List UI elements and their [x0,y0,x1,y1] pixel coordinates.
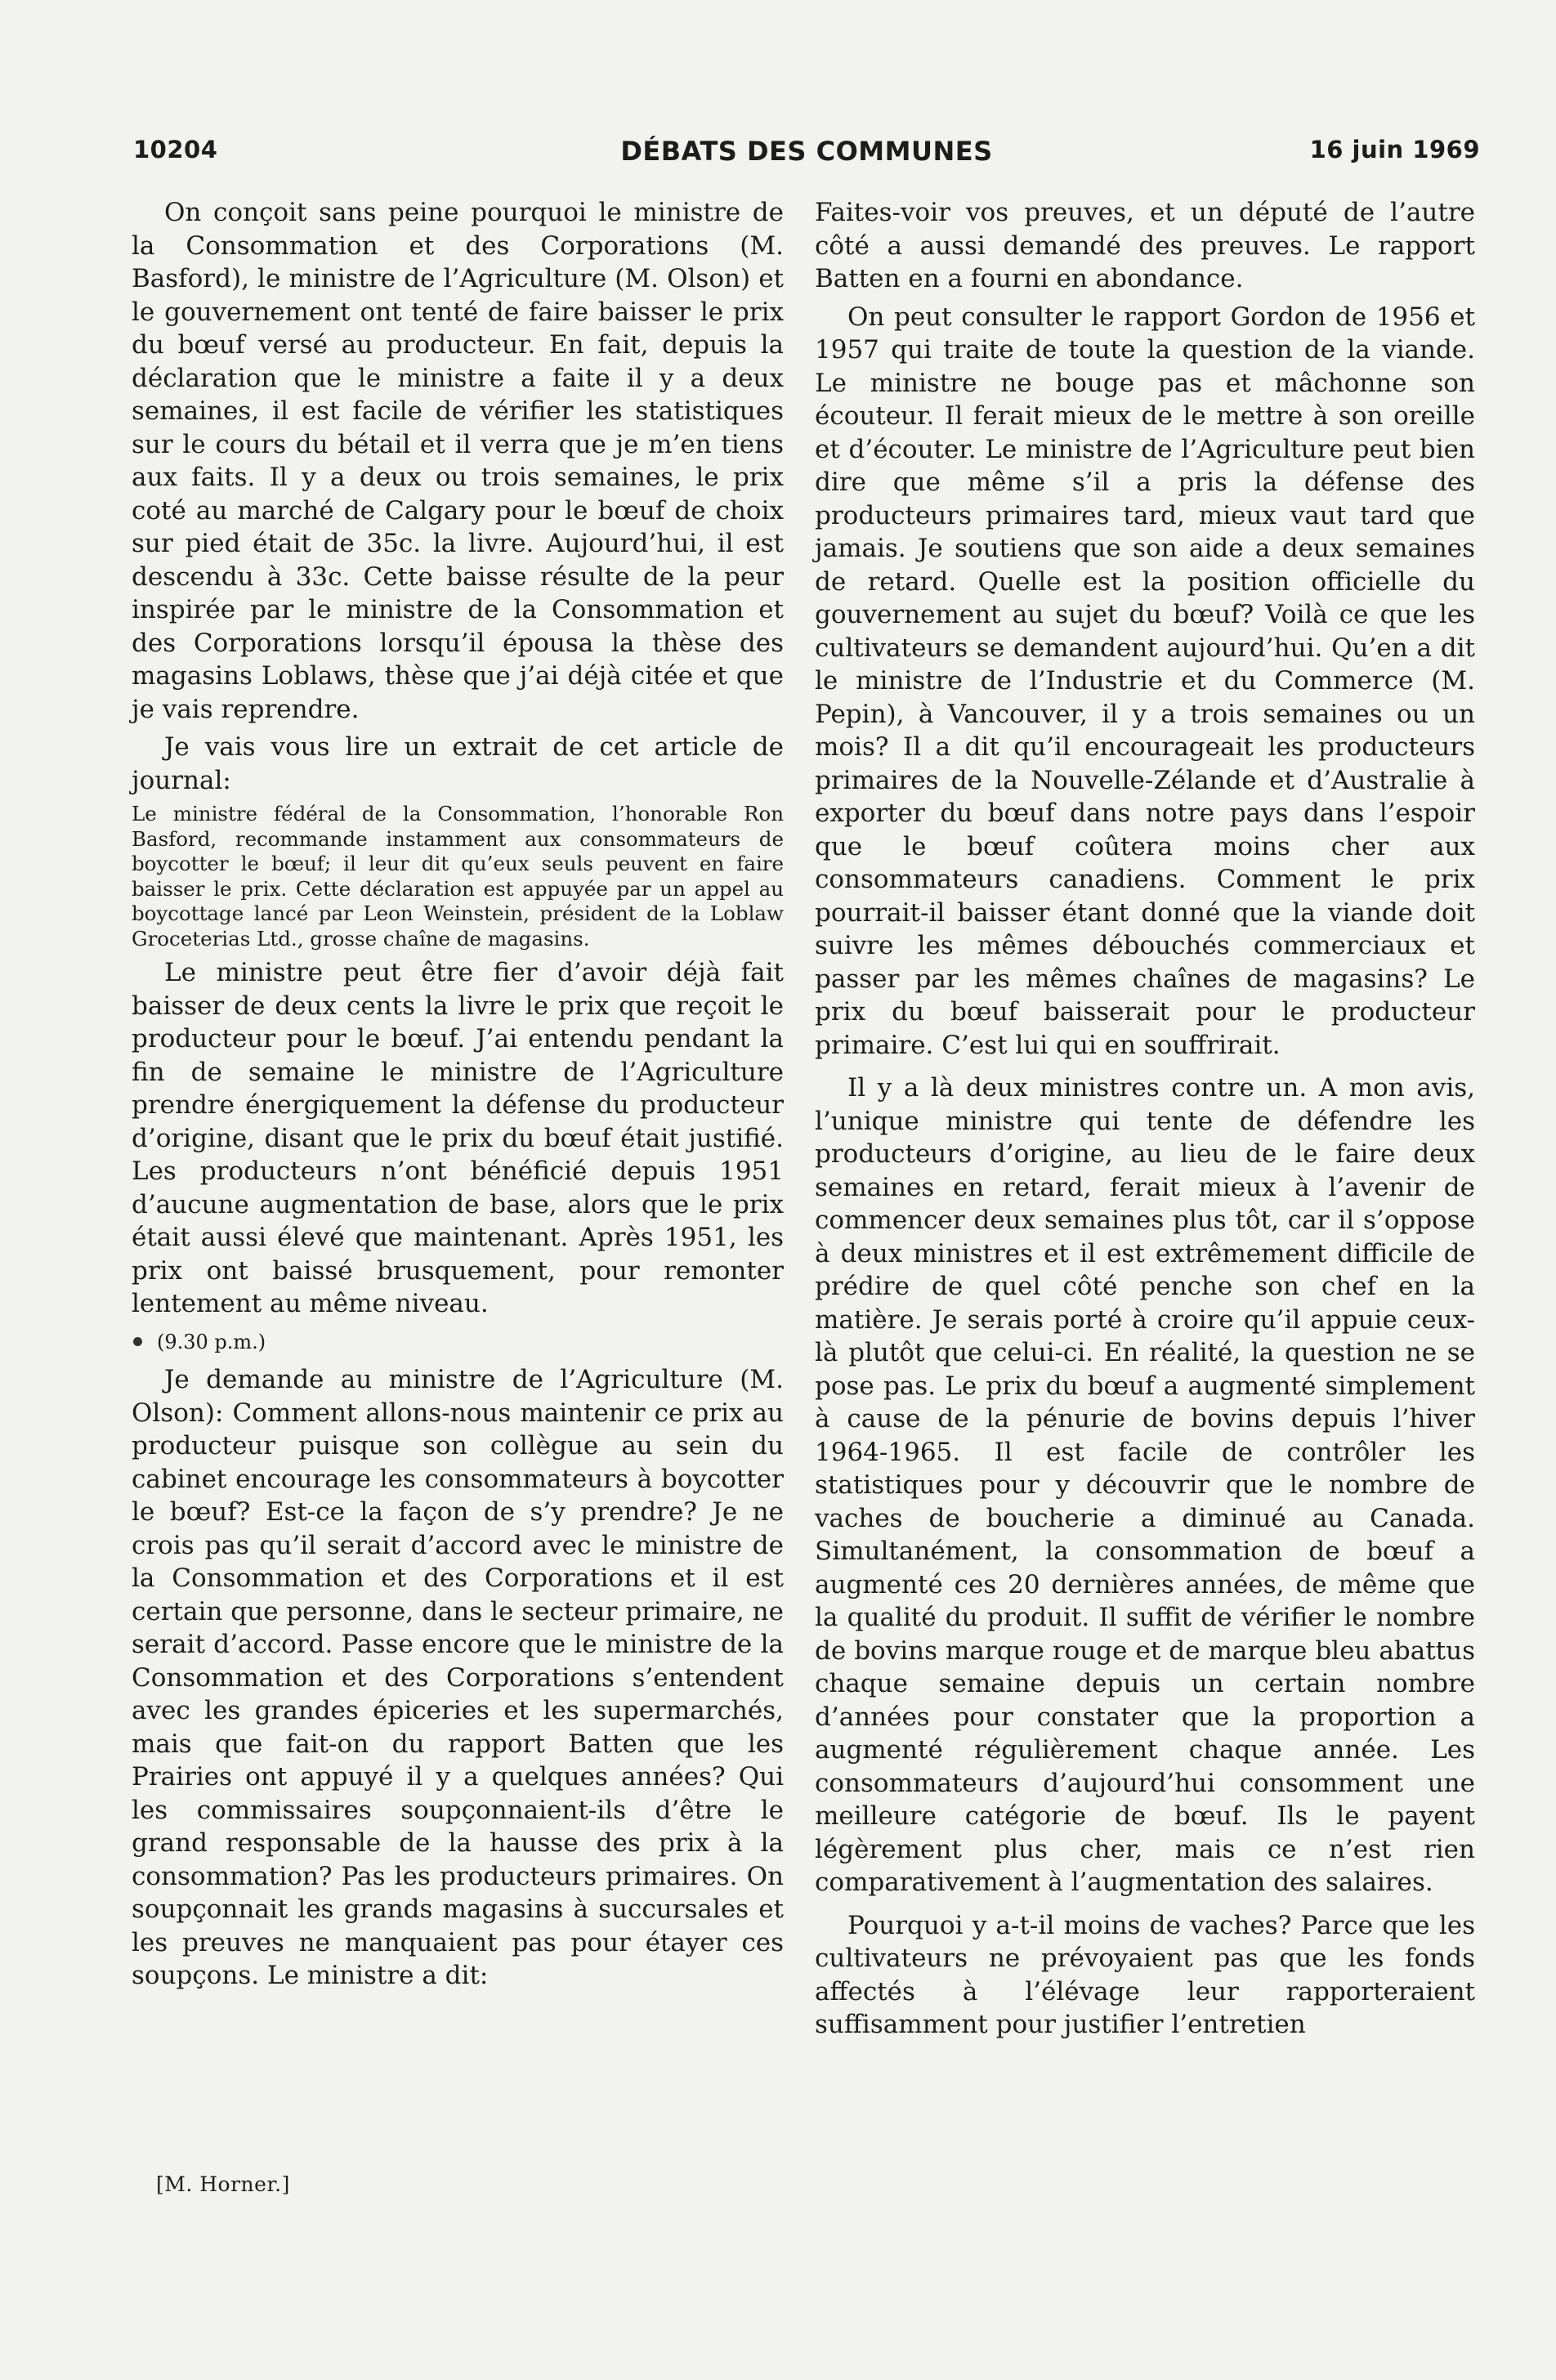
right-column [815,196,1475,2047]
publication-title: DÉBATS DES COMMUNES [620,136,993,167]
paragraph: Pourquoi y a-t-il moins de vaches? Parce que les cultivateurs ne prévoyaient pas que les fonds affectés à l’élévage leur rapporteraient suffisamment pour justifier l’entretien [815,1910,1475,2039]
time-marker-text: (9.30 p.m.) [157,1330,266,1353]
speaker-attribution: [M. Horner.] [156,2172,290,2196]
paragraph: Je demande au ministre de l’Agriculture (M. Olson): Comment allons-nous maintenir ce prix au producteur puisque son collègue au sein du cabinet encourage les consommateurs à boycotter le bœuf? Est-ce la façon de s’y prendre? Je ne crois pas qu’il serait d’accord avec le ministre de la Consommation et des Corporations et il est certain que personne, dans le secteur primaire, ne serait d’accord. Passe encore que le ministre de la Consommation et des Corporations s’entendent avec les grandes épiceries et les supermarchés, mais que fait-on du rapport Batten que les Prairies ont appuyé il y a quelques années? Qui les commissaires soupçonnaient-ils d’être le grand responsable de la hausse des prix à la consommation? Pas les producteurs primaires. On soupçonnait les grands magasins à succursales et les preuves ne manquaient pas pour étayer ces soupçons. Le ministre a dit: [132,1365,784,1990]
paragraph: Le ministre peut être fier d’avoir déjà fait baisser de deux cents la livre le prix que reçoit le producteur pour le bœuf. J’ai entendu pendant la fin de semaine le ministre de l’Agriculture prendre énergiquement la défense du producteur d’origine, disant que le prix du bœuf était justifié. Les producteurs n’ont bénéficié depuis 1951 d’aucune augmentation de base, alors que le prix était aussi élevé que maintenant. Après 1951, les prix ont baissé brusquement, pour remonter lentement au même niveau. [132,958,784,1318]
left-column [132,196,784,1998]
time-marker [132,1326,784,1359]
block-quote: Le ministre fédéral de la Consommation, l’honorable Ron Basford, recommande instamment aux consommateurs de boycotter le bœuf; il leur dit qu’eux seuls peuvent en faire baisser le prix. Cette déclaration est appuyée par un appel au boycottage lancé par Leon Weinstein, président de la Loblaw Groceterias Ltd., grosse chaîne de magasins. [132,802,784,951]
paragraph: On conçoit sans peine pourquoi le ministre de la Consommation et des Corporations (M. Basford), le ministre de l’Agriculture (M. Olson) et le gouvernement ont tenté de faire baisser le prix du bœuf versé au producteur. En fait, depuis la déclaration que le ministre a faite il y a deux semaines, il est facile de vérifier les statistiques sur le cours du bétail et il verra que je m’en tiens aux faits. Il y a deux ou trois semaines, le prix coté au marché de Calgary pour le bœuf de choix sur pied était de 35c. la livre. Aujourd’hui, il est descendu à 33c. Cette baisse résulte de la peur inspirée par le ministre de la Consommation et des Corporations lorsqu’il épousa la thèse des magasins Loblaws, thèse que j’ai déjà citée et que je vais reprendre. [132,198,784,724]
bullet-icon [133,1337,142,1346]
paragraph: On peut consulter le rapport Gordon de 1956 et 1957 qui traite de toute la question de la viande. Le ministre ne bouge pas et mâchonne son écouteur. Il ferait mieux de le mettre à son oreille et d’écouter. Le ministre de l’Agriculture peut bien dire que même s’il a pris la défense des producteurs primaires tard, mieux vaut tard que jamais. Je soutiens que son aide a deux semaines de retard. Quelle est la position officielle du gouvernement au sujet du bœuf? Voilà ce que les cultivateurs se demandent aujourd’hui. Qu’en a dit le ministre de l’Industrie et du Commerce (M. Pepin), à Vancouver, il y a trois semaines ou un mois? Il a dit qu’il encourageait les producteurs primaires de la Nouvelle-Zélande et d’Australie à exporter du bœuf dans notre pays dans l’espoir que le bœuf coûtera moins cher aux consommateurs canadiens. Comment le prix pourrait-il baisser étant donné que la viande doit suivre les mêmes débouchés commerciaux et passer par les mêmes chaînes de magasins? Le prix du bœuf baisserait pour le producteur primaire. C’est lui qui en souffrirait. [815,302,1475,1060]
page-number: 10204 [133,136,218,163]
page-date: 16 juin 1969 [1309,136,1480,163]
paragraph: Faites-voir vos preuves, et un député de l’autre côté a aussi demandé des preuves. Le rapport Batten en a fourni en abondance. [815,198,1475,293]
paragraph: Je vais vous lire un extrait de cet article de journal: [132,732,784,795]
paragraph: Il y a là deux ministres contre un. A mon avis, l’unique ministre qui tente de défendre les producteurs d’origine, au lieu de le faire deux semaines en retard, ferait mieux à l’avenir de commencer deux semaines plus tôt, car il s’oppose à deux ministres et il est extrêmement difficile de prédire de quel côté penche son chef en la matière. Je serais porté à croire qu’il appuie ceux-là plutôt que celui-ci. En réalité, la question ne se pose pas. Le prix du bœuf a augmenté simplement à cause de la pénurie de bovins depuis l’hiver 1964-1965. Il est facile de contrôler les statistiques pour y découvrir que le nombre de vaches de boucherie a diminué au Canada. Simultanément, la consommation de bœuf a augmenté ces 20 dernières années, de même que la qualité du produit. Il suffit de vérifier le nombre de bovins marque rouge et de marque bleu abattus chaque semaine depuis un certain nombre d’années pour constater que la proportion a augmenté régulièrement chaque année. Les consommateurs d’aujourd’hui consomment une meilleure catégorie de bœuf. Ils le payent légèrement plus cher, mais ce n’est rien comparativement à l’augmentation des salaires. [815,1073,1475,1897]
page-header [133,129,1480,170]
